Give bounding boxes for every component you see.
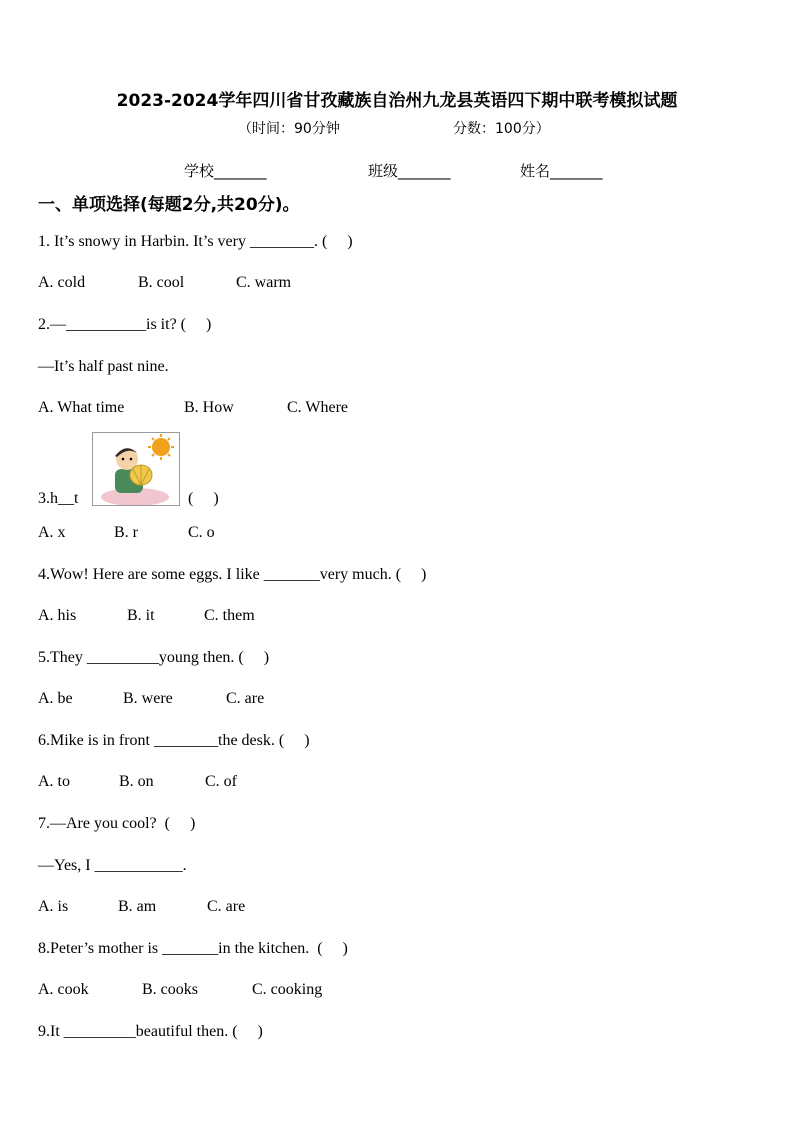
question-3-stem: 3.h__t xyxy=(38,490,79,507)
question-6-option-b[interactable]: B. on xyxy=(119,773,154,790)
question-8-stem: 8.Peter’s mother is _______in the kitchen. ( ) xyxy=(38,940,348,957)
question-7-option-a[interactable]: A. is xyxy=(38,898,69,915)
question-8-option-a[interactable]: A. cook xyxy=(38,981,89,998)
question-5-option-b[interactable]: B. were xyxy=(123,690,173,707)
name-field[interactable]: 姓名_______ xyxy=(520,162,603,180)
question-6-stem: 6.Mike is in front ________the desk. ( ) xyxy=(38,732,310,749)
question-8-option-c[interactable]: C. cooking xyxy=(252,981,323,998)
question-4-stem: 4.Wow! Here are some eggs. I like _______very much. ( ) xyxy=(38,566,427,583)
question-7-option-c[interactable]: C. are xyxy=(207,898,246,915)
question-3-answer-paren[interactable]: ( ) xyxy=(188,490,219,507)
question-2-option-c[interactable]: C. Where xyxy=(287,399,349,416)
class-field[interactable]: 班级_______ xyxy=(368,162,451,180)
exam-title: 2023-2024学年四川省甘孜藏族自治州九龙县英语四下期中联考模拟试题 xyxy=(116,91,678,111)
question-1-option-b[interactable]: B. cool xyxy=(138,274,185,291)
question-9-stem: 9.It _________beautiful then. ( ) xyxy=(38,1023,263,1040)
school-field[interactable]: 学校_______ xyxy=(184,162,267,180)
question-2-option-a[interactable]: A. What time xyxy=(38,399,125,416)
question-1-stem: 1. It’s snowy in Harbin. It’s very ________. ( ) xyxy=(38,233,353,250)
question-5-stem: 5.They _________young then. ( ) xyxy=(38,649,270,666)
question-1-option-c[interactable]: C. warm xyxy=(236,274,292,291)
question-6-option-a[interactable]: A. to xyxy=(38,773,70,790)
question-3-option-a[interactable]: A. x xyxy=(38,524,66,541)
question-4-option-b[interactable]: B. it xyxy=(127,607,155,624)
question-2-stem: 2.—__________is it? ( ) xyxy=(38,316,212,333)
question-5-option-c[interactable]: C. are xyxy=(226,690,265,707)
question-3-option-c[interactable]: C. o xyxy=(188,524,215,541)
exam-time: （时间：90分钟 xyxy=(238,121,340,137)
question-2-answer-line: —It’s half past nine. xyxy=(38,358,169,375)
question-4-option-a[interactable]: A. his xyxy=(38,607,77,624)
question-6-option-c[interactable]: C. of xyxy=(205,773,237,790)
question-3-option-b[interactable]: B. r xyxy=(114,524,138,541)
section-title: 一、单项选择(每题2分,共20分)。 xyxy=(38,195,300,215)
exam-score: 分数：100分） xyxy=(453,121,550,137)
question-5-option-a[interactable]: A. be xyxy=(38,690,73,707)
question-7-answer-line: —Yes, I ___________. xyxy=(38,857,187,874)
question-7-stem: 7.—Are you cool? ( ) xyxy=(38,815,196,832)
question-3-image xyxy=(92,432,180,506)
boy-fanning-in-hot-sun-icon xyxy=(93,433,179,505)
question-8-option-b[interactable]: B. cooks xyxy=(142,981,198,998)
question-4-option-c[interactable]: C. them xyxy=(204,607,255,624)
question-1-option-a[interactable]: A. cold xyxy=(38,274,86,291)
question-7-option-b[interactable]: B. am xyxy=(118,898,157,915)
question-2-option-b[interactable]: B. How xyxy=(184,399,234,416)
